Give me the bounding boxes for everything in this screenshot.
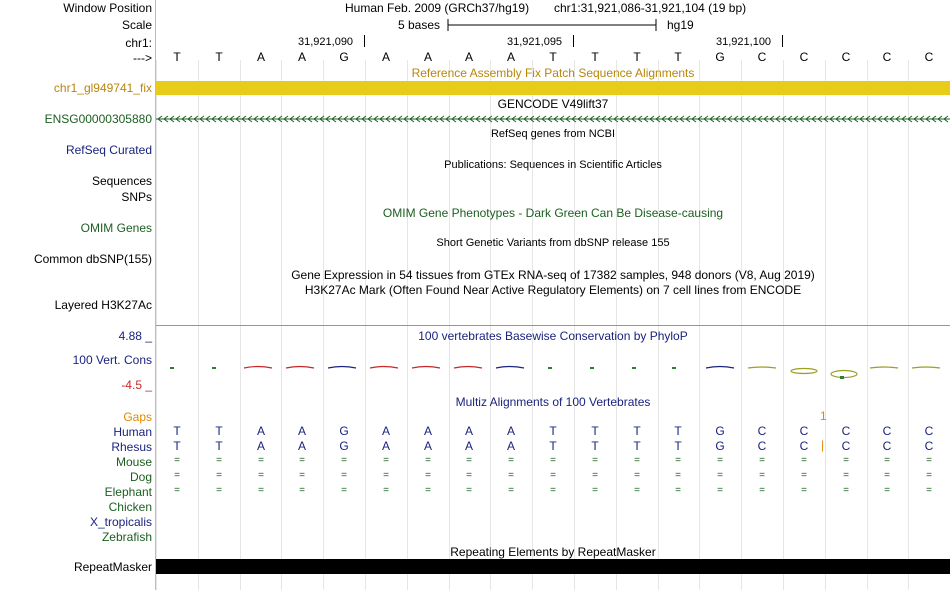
alignment-match: = — [258, 485, 264, 496]
alignment-match: = — [759, 485, 765, 496]
alignment-match: = — [383, 470, 389, 481]
phylop-min-label: -4.5 _ — [121, 378, 152, 392]
alignment-base: A — [297, 439, 306, 453]
alignment-match: = — [801, 485, 807, 496]
phylop-max-label: 4.88 _ — [118, 329, 152, 343]
track-title-publications: Publications: Sequences in Scientific Articles — [444, 159, 662, 171]
alignment-base: A — [464, 424, 473, 438]
alignment-match: = — [926, 455, 932, 466]
sequence-base: T — [591, 50, 599, 64]
track-title-refseq: RefSeq genes from NCBI — [490, 128, 616, 140]
alignment-match: = — [884, 455, 890, 466]
alignment-match: = — [926, 470, 932, 481]
alignment-match: = — [634, 470, 640, 481]
track-label-refseq[interactable]: RefSeq Curated — [65, 143, 152, 157]
alignment-match: = — [550, 455, 556, 466]
alignment-match: = — [341, 470, 347, 481]
ruler-tick-2: 31,921,095 — [507, 36, 563, 48]
track-label-fix-patch[interactable]: chr1_gl949741_fix — [53, 81, 152, 95]
sequence-base: A — [297, 50, 306, 64]
ruler-tick-mark-2 — [573, 35, 574, 47]
species-label-xtropicalis[interactable]: X_tropicalis — [89, 515, 152, 529]
track-label-dbsnp[interactable]: Common dbSNP(155) — [33, 252, 152, 266]
alignment-match: = — [425, 455, 431, 466]
alignment-match: = — [926, 485, 932, 496]
chrom-label: chr1: — [125, 36, 152, 50]
alignment-base: G — [339, 424, 349, 438]
alignment-base: G — [339, 439, 349, 453]
alignment-match: = — [216, 485, 222, 496]
track-title-phylop: 100 vertebrates Basewise Conservation by PhyloP — [418, 329, 688, 343]
alignment-base: T — [674, 439, 682, 453]
alignment-base: C — [882, 439, 892, 453]
alignment-base: T — [674, 424, 682, 438]
alignment-match: = — [843, 470, 849, 481]
alignment-base: A — [297, 424, 306, 438]
alignment-match: = — [508, 455, 514, 466]
alignment-match: = — [592, 470, 598, 481]
alignment-match: = — [508, 485, 514, 496]
alignment-match: = — [717, 455, 723, 466]
track-labels-column — [0, 0, 156, 590]
alignment-base: A — [256, 439, 265, 453]
alignment-base: G — [715, 439, 725, 453]
alignment-match: = — [801, 455, 807, 466]
alignment-match: = — [216, 470, 222, 481]
alignment-base: T — [549, 424, 557, 438]
alignment-base: T — [215, 439, 223, 453]
alignment-match: = — [341, 485, 347, 496]
species-label-rhesus[interactable]: Rhesus — [111, 440, 152, 454]
sequence-base: C — [841, 50, 851, 64]
ruler-tick-mark-3 — [782, 35, 783, 47]
alignment-base: T — [173, 439, 181, 453]
alignment-match: = — [466, 470, 472, 481]
alignment-match: = — [759, 455, 765, 466]
strand-label: ---> — [133, 51, 152, 65]
alignment-match: = — [383, 455, 389, 466]
sequence-base: A — [256, 50, 265, 64]
alignment-base: C — [924, 439, 934, 453]
species-label-mouse[interactable]: Mouse — [115, 455, 152, 469]
alignment-base: T — [173, 424, 181, 438]
alignment-base: C — [757, 424, 767, 438]
alignment-match: = — [759, 470, 765, 481]
gencode-gene-feature[interactable] — [156, 112, 950, 126]
alignment-match: = — [258, 455, 264, 466]
sequence-base: A — [381, 50, 390, 64]
track-label-h3k27ac[interactable]: Layered H3K27Ac — [54, 298, 152, 312]
track-title-multiz: Multiz Alignments of 100 Vertebrates — [455, 395, 651, 409]
alignment-base: T — [215, 424, 223, 438]
alignment-match: = — [675, 455, 681, 466]
sequence-base: A — [464, 50, 473, 64]
sequence-base: T — [549, 50, 557, 64]
position-text: chr1:31,921,086-31,921,104 (19 bp) — [554, 1, 747, 15]
alignment-base: A — [506, 424, 515, 438]
alignment-base: C — [841, 424, 851, 438]
phylop-signal[interactable] — [156, 360, 950, 382]
alignment-base: C — [882, 424, 892, 438]
alignment-base: A — [506, 439, 515, 453]
alignment-base: C — [799, 424, 809, 438]
sequence-base: A — [423, 50, 432, 64]
track-title-gtex: Gene Expression in 54 tissues from GTEx RNA-seq of 17382 samples, 948 donors (V8, Aug 2019) — [291, 268, 815, 282]
track-title-h3k27ac: H3K27Ac Mark (Often Found Near Active Regulatory Elements) on 7 cell lines from ENCODE — [304, 283, 802, 297]
species-label-elephant[interactable]: Elephant — [104, 485, 152, 499]
sequence-base: G — [339, 50, 349, 64]
ruler-tick-mark-1 — [364, 35, 365, 47]
alignment-match: = — [258, 470, 264, 481]
track-label-sequences[interactable]: Sequences — [91, 174, 152, 188]
alignment-match: = — [550, 485, 556, 496]
sequence-base: A — [506, 50, 515, 64]
alignment-base: C — [799, 439, 809, 453]
track-label-phylop[interactable]: 100 Vert. Cons — [72, 353, 152, 367]
alignment-match: = — [174, 455, 180, 466]
alignment-match: = — [717, 470, 723, 481]
sequence-base: G — [715, 50, 725, 64]
alignment-match: = — [592, 485, 598, 496]
ruler-tick-3: 31,921,100 — [716, 36, 772, 48]
fix-patch-alignment-bar[interactable] — [156, 81, 950, 95]
track-title-fix-patch: Reference Assembly Fix Patch Sequence Alignments — [411, 66, 695, 80]
alignment-match: = — [425, 485, 431, 496]
scale-label: Scale — [121, 18, 152, 32]
species-label-zebrafish[interactable]: Zebrafish — [101, 530, 152, 544]
scale-bar — [447, 17, 659, 33]
alignment-match: = — [299, 485, 305, 496]
sequence-base: T — [633, 50, 641, 64]
track-label-gencode[interactable]: ENSG00000305880 — [44, 112, 152, 126]
sequence-base: C — [799, 50, 809, 64]
sequence-base: T — [674, 50, 682, 64]
alignment-base: T — [591, 424, 599, 438]
alignment-base: C — [841, 439, 851, 453]
alignment-match: = — [634, 485, 640, 496]
track-label-snps[interactable]: SNPs — [121, 190, 152, 204]
alignment-match: = — [299, 470, 305, 481]
sequence-base: C — [882, 50, 892, 64]
alignment-base: G — [715, 424, 725, 438]
species-label-human[interactable]: Human — [113, 425, 152, 439]
alignment-match: = — [341, 455, 347, 466]
db-label: hg19 — [667, 18, 694, 32]
alignment-match: = — [383, 485, 389, 496]
track-label-repeatmasker[interactable]: RepeatMasker — [73, 560, 152, 574]
track-label-gaps: Gaps — [123, 410, 152, 424]
alignment-match: = — [884, 470, 890, 481]
alignment-base: C — [924, 424, 934, 438]
alignment-match: = — [174, 470, 180, 481]
track-title-gencode: GENCODE V49lift37 — [497, 97, 609, 111]
alignment-base: T — [633, 424, 641, 438]
alignment-match: = — [717, 485, 723, 496]
species-label-chicken[interactable]: Chicken — [108, 500, 152, 514]
sequence-base: T — [215, 50, 223, 64]
sequence-base: C — [924, 50, 934, 64]
alignment-match: = — [508, 470, 514, 481]
species-label-dog[interactable]: Dog — [129, 470, 152, 484]
sequence-base: C — [757, 50, 767, 64]
ruler-tick-1: 31,921,090 — [298, 36, 354, 48]
alignment-base: C — [757, 439, 767, 453]
alignment-match: = — [592, 455, 598, 466]
alignment-match: = — [466, 455, 472, 466]
alignment-match: = — [675, 470, 681, 481]
alignment-match: = — [634, 455, 640, 466]
window-position-label: Window Position — [63, 1, 152, 15]
sequence-base: T — [173, 50, 181, 64]
alignment-match: = — [425, 470, 431, 481]
assembly-text: Human Feb. 2009 (GRCh37/hg19) — [345, 1, 530, 15]
alignment-match: = — [216, 455, 222, 466]
alignment-base: A — [464, 439, 473, 453]
alignment-match: = — [843, 485, 849, 496]
alignment-match: = — [884, 485, 890, 496]
insertion-marker: | — [821, 438, 825, 452]
alignment-base: T — [591, 439, 599, 453]
track-title-omim: OMIM Gene Phenotypes - Dark Green Can Be Disease-causing — [382, 206, 724, 220]
h3k27ac-baseline — [156, 325, 950, 326]
alignment-base: A — [423, 424, 432, 438]
repeatmasker-element-bar[interactable] — [156, 559, 950, 574]
alignment-match: = — [843, 455, 849, 466]
alignment-match: = — [466, 485, 472, 496]
track-label-omim[interactable]: OMIM Genes — [80, 221, 152, 235]
alignment-base: A — [381, 424, 390, 438]
alignment-match: = — [675, 485, 681, 496]
alignment-base: A — [423, 439, 432, 453]
scale-bar-label: 5 bases — [398, 18, 441, 32]
alignment-match: = — [801, 470, 807, 481]
alignment-match: = — [174, 485, 180, 496]
alignment-base: T — [633, 439, 641, 453]
alignment-base: A — [256, 424, 265, 438]
alignment-base: A — [381, 439, 390, 453]
track-title-repeatmasker: Repeating Elements by RepeatMasker — [450, 545, 656, 559]
gap-count: 1 — [820, 409, 827, 423]
track-title-dbsnp: Short Genetic Variants from dbSNP release 155 — [436, 237, 670, 249]
alignment-match: = — [299, 455, 305, 466]
alignment-base: T — [549, 439, 557, 453]
alignment-match: = — [550, 470, 556, 481]
